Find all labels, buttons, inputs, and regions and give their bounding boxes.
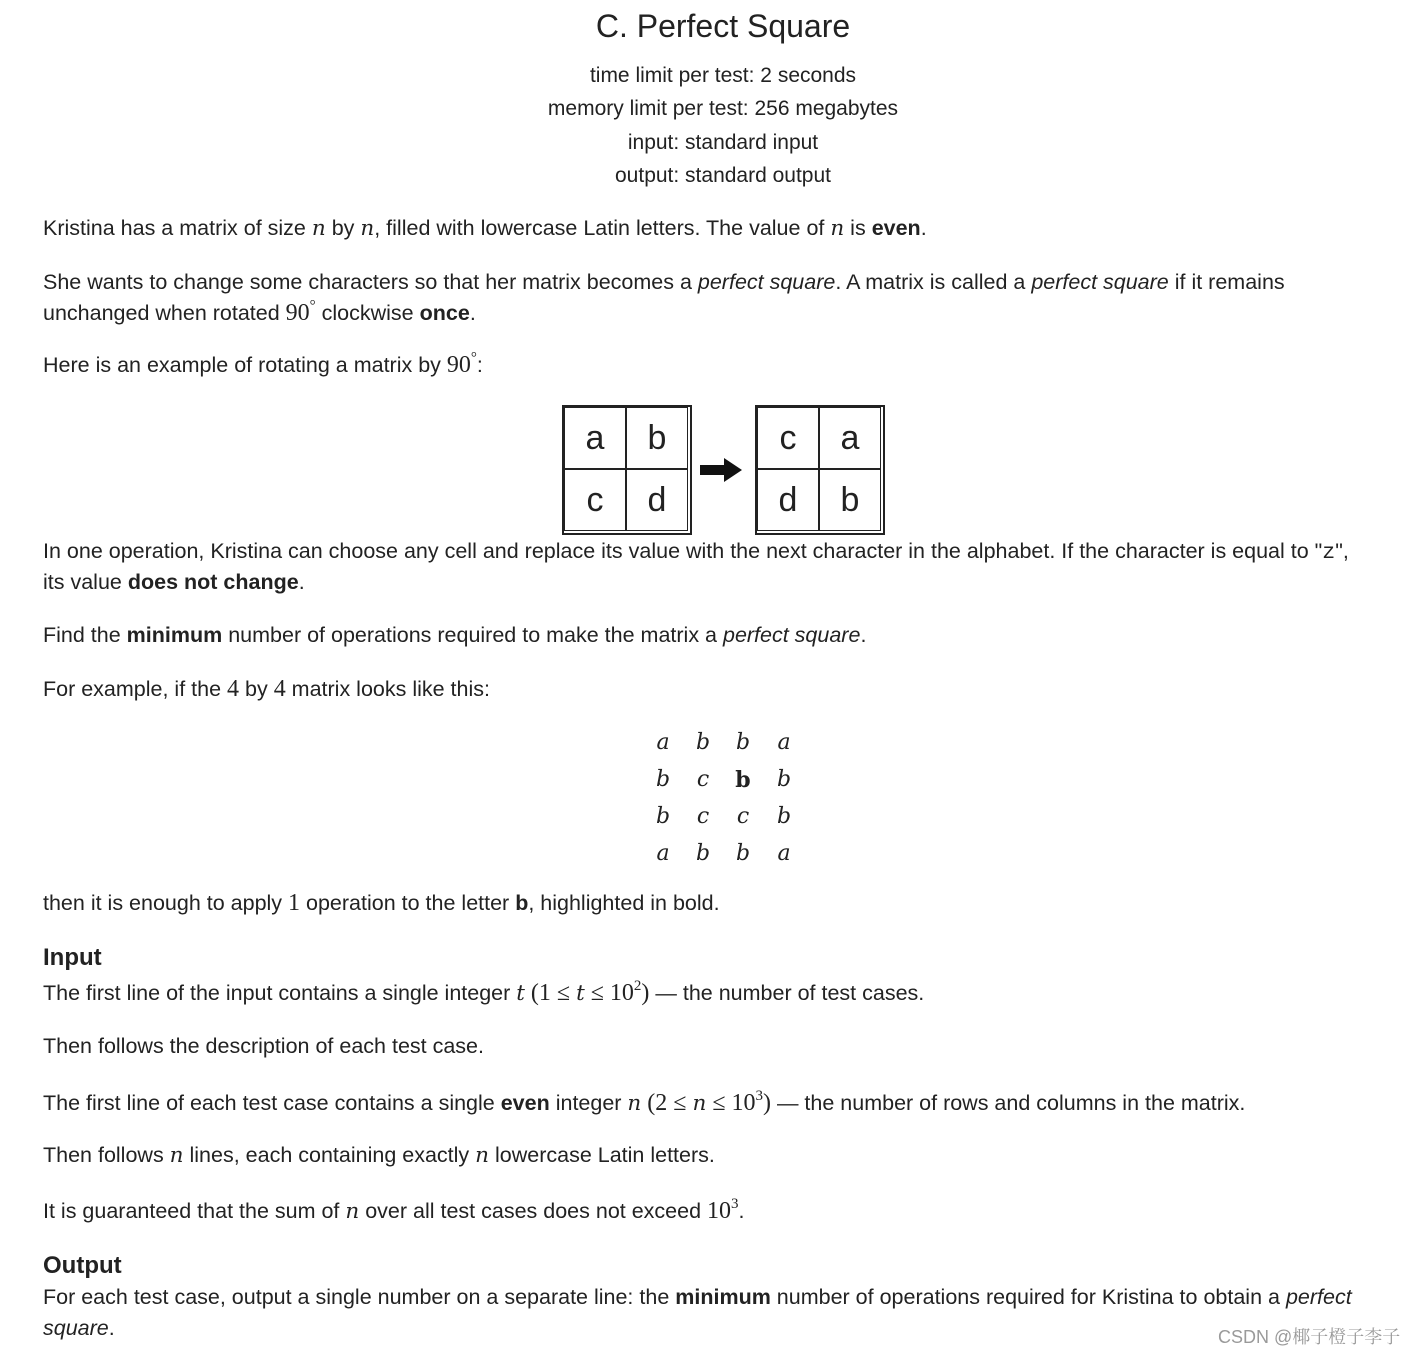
input-heading: Input: [43, 944, 102, 971]
matrix-after: [755, 405, 885, 535]
matrix-entry: b: [776, 804, 792, 829]
matrix-entry-bold: b: [735, 767, 751, 793]
matrix-after-cell: a: [819, 407, 881, 469]
matrix-before-cell: b: [626, 407, 688, 469]
matrix-entry: a: [777, 730, 791, 755]
statement-paragraph-1: Kristina has a matrix of size n by n, filled with lowercase Latin letters. The value of n is even.: [43, 216, 927, 241]
input-paragraph-1: The first line of the input contains a single integer t $(1 \le t \le 10^2)$ — the number of test cases.: [43, 978, 925, 1006]
matrix-entry: b: [735, 730, 751, 755]
input-spec: input: standard input: [627, 131, 819, 154]
matrix-entry: b: [695, 730, 711, 755]
matrix-entry: a: [777, 841, 791, 866]
matrix-entry: b: [655, 804, 671, 829]
statement-paragraph-4-line-1: In one operation, Kristina can choose any cell and replace its value with the next character in the alphabet. If the character is equal to "z",: [43, 539, 1349, 565]
matrix-before-cell: c: [564, 469, 626, 531]
input-paragraph-3: The first line of each test case contains a single even integer n $(2 \le n \le 10^3)$ — the number of rows and columns in the matrix.: [43, 1088, 1246, 1116]
time-limit: time limit per test: 2 seconds: [589, 64, 857, 87]
statement-paragraph-2-line-1: She wants to change some characters so that her matrix becomes a perfect square. A matrix is called a perfect square if it remains: [43, 270, 1285, 294]
right-arrow-icon: [698, 456, 744, 484]
statement-paragraph-7: then it is enough to apply 1 operation to the letter b, highlighted in bold.: [43, 890, 720, 916]
matrix-entry: b: [776, 767, 792, 792]
matrix-entry: b: [735, 841, 751, 866]
statement-paragraph-6: For example, if the 4 by 4 matrix looks like this:: [43, 676, 490, 702]
memory-limit: memory limit per test: 256 megabytes: [547, 97, 899, 120]
matrix-entry: c: [736, 804, 750, 829]
output-paragraph-line-2: square.: [43, 1316, 115, 1340]
matrix-entry: c: [696, 767, 710, 792]
input-paragraph-4: Then follows n lines, each containing exactly n lowercase Latin letters.: [43, 1143, 715, 1168]
matrix-before-cell: d: [626, 469, 688, 531]
statement-paragraph-4-line-2: its value does not change.: [43, 570, 305, 594]
matrix-before-cell: a: [564, 407, 626, 469]
output-heading: Output: [43, 1252, 122, 1279]
input-paragraph-5: It is guaranteed that the sum of n over all test cases does not exceed $10^3$.: [43, 1196, 745, 1224]
statement-paragraph-2-line-2: unchanged when rotated 90° clockwise once.: [43, 298, 476, 326]
matrix-before: [562, 405, 692, 535]
matrix-after-cell: b: [819, 469, 881, 531]
matrix-entry: c: [696, 804, 710, 829]
matrix-after-cell: d: [757, 469, 819, 531]
matrix-after-cell: c: [757, 407, 819, 469]
matrix-entry: b: [655, 767, 671, 792]
matrix-entry: a: [656, 730, 670, 755]
statement-paragraph-5: Find the minimum number of operations required to make the matrix a perfect square.: [43, 623, 867, 647]
watermark: CSDN @椰子橙子李子: [1218, 1327, 1401, 1347]
problem-title: C. Perfect Square: [595, 8, 851, 44]
input-paragraph-2: Then follows the description of each test case.: [43, 1034, 484, 1058]
statement-paragraph-3: Here is an example of rotating a matrix by 90°:: [43, 350, 483, 378]
output-paragraph-line-1: For each test case, output a single number on a separate line: the minimum number of operations required for Kristina to obtain a perfect: [43, 1285, 1352, 1309]
matrix-entry: a: [656, 841, 670, 866]
output-spec: output: standard output: [615, 164, 831, 187]
matrix-entry: b: [695, 841, 711, 866]
